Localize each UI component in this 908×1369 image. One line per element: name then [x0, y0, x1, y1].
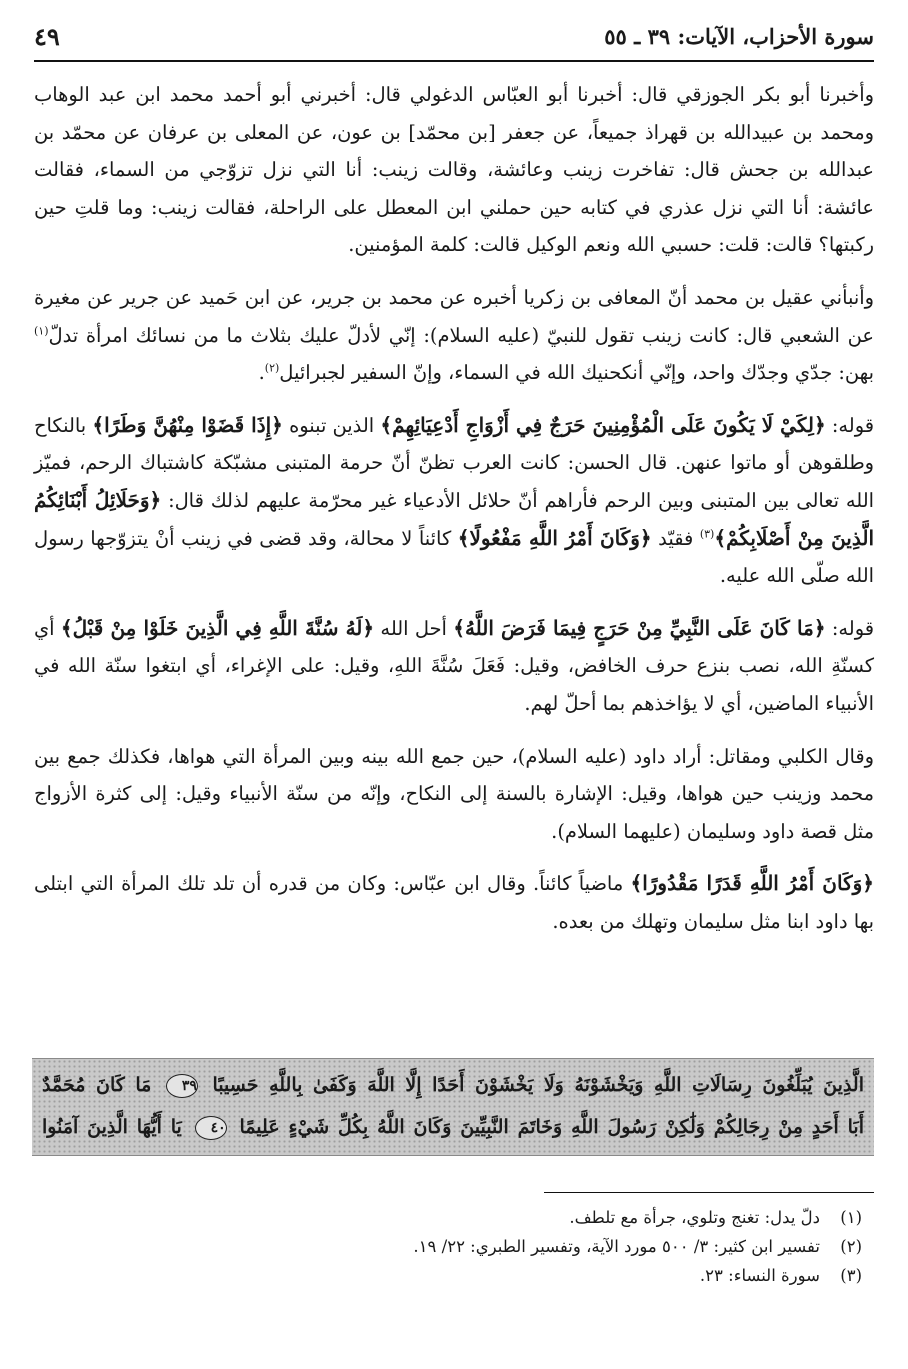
- paragraph-2-text-b: بهن: جدّي وجدّك واحد، وإنّي أنكحنيك الله في السماء، وإنّ السفير لجبرائيل: [279, 361, 874, 385]
- footnote-number: (١): [840, 1208, 862, 1227]
- paragraph-2: [34, 279, 874, 392]
- quran-quote: ﴿لِكَيْ لَا يَكُونَ عَلَى الْمُؤْمِنِينَ حَرَجٌ فِي أَزْوَاجِ أَدْعِيَائِهِمْ﴾: [380, 412, 826, 437]
- page-title: سورة الأحزاب، الآيات: ٣٩ ـ ٥٥: [604, 24, 874, 49]
- paragraph-2-text-c: .: [258, 361, 265, 385]
- paragraph-2-text-a: وأنبأني عقيل بن محمد أنّ المعافى بن زكريا أخبره عن محمد بن جرير، عن ابن حَميد عن جرير عن مغيرة عن الشعبي قال: كانت زينب تقول للنبيّ (عليه السلام): إنّي لأدلّ عليك بثلاث ما من نسائك امرأة تدلّ: [34, 285, 874, 347]
- page-number: ٤٩: [34, 22, 60, 51]
- paragraph-4: [34, 610, 874, 723]
- paragraph-3-text-1: قوله:: [825, 413, 874, 437]
- footnote-1: [34, 1203, 862, 1232]
- footnote-ref-2: (٢): [264, 361, 280, 375]
- quran-quote: ﴿لَهُ سُنَّةَ اللَّهِ فِي الَّذِينَ خَلَوْا مِنْ قَبْلُ﴾: [60, 615, 375, 640]
- quran-verses-box: [32, 1058, 874, 1156]
- paragraph-3-text-4: فقيّد: [651, 526, 700, 550]
- paragraph-3-text-5: كائناً لا محالة، وقد قضى في زينب أنْ يتزوّجها رسول الله صلّى الله عليه.: [34, 526, 874, 588]
- paragraph-3-text-3: بالنكاح وطلقوهن أو ماتوا عنهن. قال الحسن: كانت العرب تظنّ أنّ حرمة المتبنى مشبّكة كاشتباك الرحم، فميّز الله تعالى بين المتبنى وبين الرحم فأراهم أنّ حلائل الأدعياء غير محرّمة عليهم لذلك قال:: [34, 413, 874, 512]
- footnote-2: [34, 1232, 862, 1261]
- footnote-3: [34, 1261, 862, 1290]
- verse-number-marker: ٤٠: [195, 1116, 227, 1140]
- paragraph-6-text-1: ماضياً كائناً. وقال ابن عبّاس: وكان من قدره أن تلد تلك المرأة التي ابتلى بها داود ابنا مثل سليمان وتهلك من بعده.: [34, 872, 874, 933]
- footnote-ref-1: (١): [34, 324, 49, 338]
- paragraph-5: وقال الكلبي ومقاتل: أراد داود (عليه السلام)، حين جمع الله بينه وبين المرأة التي هواها، فكذلك جمع بين محمد وزينب حين هواها، وقيل: الإشارة بالسنة إلى النكاح، وإنّه من سنّة الأنبياء وقيل: إلى كثرة الأزواج مثل قصة داود وسليمان (عليهما السلام).: [34, 744, 874, 843]
- paragraph-6: [34, 865, 874, 940]
- quran-line-1: [42, 1065, 864, 1105]
- footnote-number: (٢): [840, 1237, 862, 1256]
- footnote-ref-3: (٣): [699, 527, 715, 541]
- quran-quote: ﴿وَحَلَائِلُ أَبْنَائِكُمُ الَّذِينَ مِنْ أَصْلَابِكُمْ﴾: [34, 487, 875, 550]
- quran-verse-41-start: يَا أَيُّهَا الَّذِينَ آمَنُوا: [42, 1116, 182, 1138]
- paragraph-4-text-1: قوله:: [825, 616, 874, 640]
- paragraph-3-text-2: الذين تبنوه: [282, 413, 381, 437]
- footnote-number: (٣): [840, 1266, 862, 1285]
- paragraph-4-text-3: أي كسنّةِ الله، نصب بنزع حرف الخافض، وقيل: فَعَلَ سُنَّةَ اللهِ، وقيل: على الإغراء، أي ابتغوا سنّة الله في الأنبياء الماضين، أي لا يؤاخذهم بما أحلّ لهم.: [34, 616, 874, 715]
- footnotes: [34, 1203, 862, 1290]
- footnote-text: تفسير ابن كثير: ٣/ ٥٠٠ مورد الآية، وتفسير الطبري: ٢٢/ ١٩.: [413, 1237, 820, 1256]
- quran-verse-39-text: الَّذِينَ يُبَلِّغُونَ رِسَالَاتِ اللَّهِ وَيَخْشَوْنَهُ وَلَا يَخْشَوْنَ أَحَدًا إِلَّا اللَّهَ وَكَفَىٰ بِاللَّهِ حَسِيبًا: [212, 1074, 864, 1096]
- quran-verse-40-text: أَبَا أَحَدٍ مِنْ رِجَالِكُمْ وَلَٰكِنْ رَسُولَ اللَّهِ وَخَاتَمَ النَّبِيِّينَ وَكَانَ اللَّهُ بِكُلِّ شَيْءٍ عَلِيمًا: [239, 1116, 864, 1138]
- header-rule: [34, 60, 874, 62]
- quran-quote: ﴿وَكَانَ أَمْرُ اللَّهِ قَدَرًا مَقْدُورًا﴾: [630, 871, 874, 896]
- main-text: [34, 76, 874, 955]
- footnote-separator: [544, 1192, 874, 1193]
- paragraph-3: [34, 407, 874, 595]
- quran-verse-40-start: مَا كَانَ مُحَمَّدٌ: [42, 1074, 152, 1096]
- running-header: [34, 18, 874, 58]
- paragraph-1: وأخبرنا أبو بكر الجوزقي قال: أخبرنا أبو العبّاس الدغولي قال: أخبرني أبو أحمد محمد ابن عبد الوهاب ومحمد بن عبيدالله بن قهراذ جميعاً، عن جعفر [بن محمّد] بن عون، عن المعلى بن عرفان عن محمّد بن عبدالله بن جحش قال: تفاخرت زينب وعائشة، وقالت زينب: أنا التي نزل تزوّجي من السماء، فقالت عائشة: أنا التي نزل عذري في كتابه حين حملني ابن المعطل على الراحلة، فقالت زينب: وما قلتِ حين ركبتها؟ قالت: قلت: حسبي الله ونعم الوكيل قالت: كلمة المؤمنين.: [34, 83, 874, 257]
- quran-quote: ﴿مَا كَانَ عَلَى النَّبِيِّ مِنْ حَرَجٍ فِيمَا فَرَضَ اللَّهُ﴾: [453, 615, 826, 640]
- quran-quote: ﴿إِذَا قَضَوْا مِنْهُنَّ وَطَرًا﴾: [92, 412, 283, 437]
- verse-number-marker: ٣٩: [166, 1074, 198, 1098]
- paragraph-4-text-2: أحل الله: [374, 616, 454, 640]
- quran-line-2: [42, 1107, 864, 1147]
- footnote-text: سورة النساء: ٢٣.: [699, 1266, 820, 1285]
- footnote-text: دلّ يدل: تغنج وتلوي، جرأة مع تلطف.: [569, 1208, 820, 1227]
- quran-quote: ﴿وَكَانَ أَمْرُ اللَّهِ مَفْعُولًا﴾: [457, 525, 652, 550]
